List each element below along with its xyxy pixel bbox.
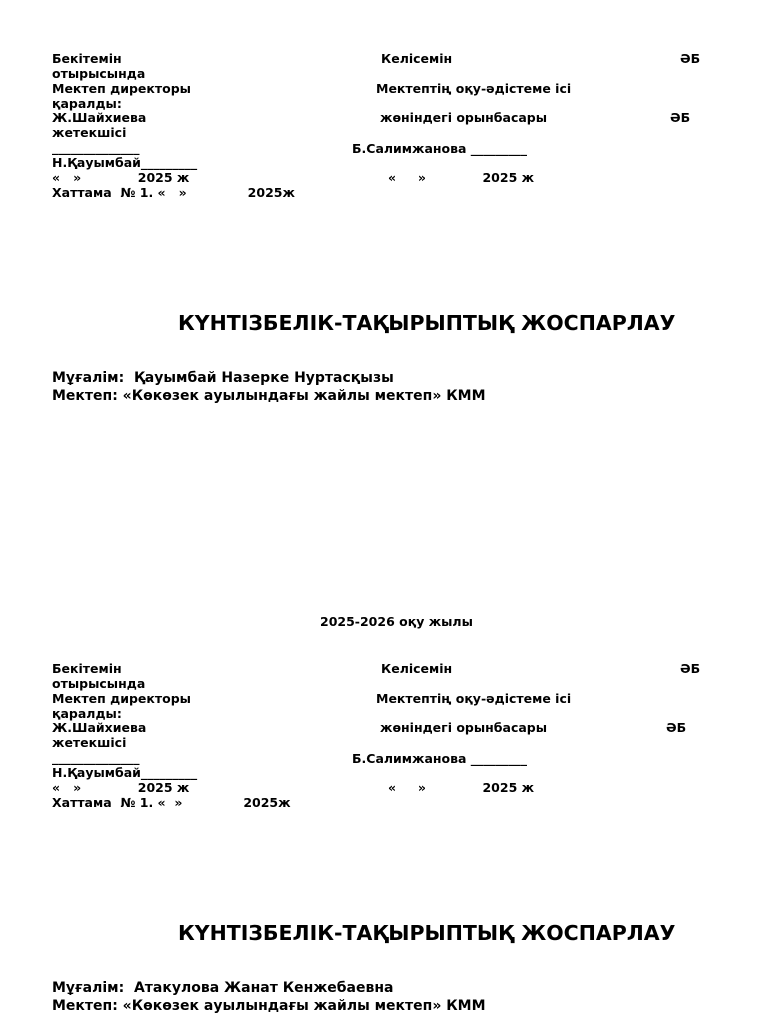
- vice-label: Мектептің оқу-әдістеме ісі: [376, 691, 572, 706]
- vice-label-2: жөніндегі орынбасары: [380, 110, 548, 125]
- approve-label: Бекітемін: [52, 661, 122, 676]
- mo-label-2: ӘБ: [666, 720, 687, 735]
- meeting-label: отырысында: [52, 676, 146, 691]
- mo-label: ӘБ: [680, 51, 701, 66]
- signature-line: ______________: [52, 140, 140, 155]
- academic-year: 2025-2026 оқу жылы: [320, 614, 473, 629]
- director-name: Ж.Шайхиева: [52, 720, 147, 735]
- meeting-label: отырысында: [52, 66, 146, 81]
- reviewed-label: қаралды:: [52, 706, 122, 721]
- date-left: « » 2025 ж: [52, 170, 190, 185]
- approve-label: Бекітемін: [52, 51, 122, 66]
- mo-label-2: ӘБ: [670, 110, 691, 125]
- date-right: « » 2025 ж: [388, 780, 535, 795]
- teacher-line: Мұғалім: Қауымбай Назерке Нуртасқызы: [52, 370, 394, 386]
- protocol-line: Хаттама № 1. « » 2025ж: [52, 185, 295, 200]
- agree-label: Келісемін: [381, 661, 453, 676]
- reviewed-label: қаралды:: [52, 96, 122, 111]
- vice-name: Б.Салимжанова _________: [352, 141, 528, 156]
- director-name: Ж.Шайхиева: [52, 110, 147, 125]
- head-label: жетекшісі: [52, 735, 127, 750]
- school-line: Мектеп: «Көкөзек ауылындағы жайлы мектеп» КММ: [52, 388, 486, 404]
- vice-name: Б.Салимжанова _________: [352, 751, 528, 766]
- director-label: Мектеп директоры: [52, 81, 191, 96]
- head-name: Н.Қауымбай_________: [52, 765, 198, 780]
- school-line: Мектеп: «Көкөзек ауылындағы жайлы мектеп» КММ: [52, 998, 486, 1014]
- date-right: « » 2025 ж: [388, 170, 535, 185]
- vice-label-2: жөніндегі орынбасары: [380, 720, 548, 735]
- head-label: жетекшісі: [52, 125, 127, 140]
- mo-label: ӘБ: [680, 661, 701, 676]
- director-label: Мектеп директоры: [52, 691, 191, 706]
- page-title: КҮНТІЗБЕЛІК-ТАҚЫРЫПТЫҚ ЖОСПАРЛАУ: [178, 311, 676, 335]
- teacher-line: Мұғалім: Атакулова Жанат Кенжебаевна: [52, 980, 394, 996]
- page-title: КҮНТІЗБЕЛІК-ТАҚЫРЫПТЫҚ ЖОСПАРЛАУ: [178, 921, 676, 945]
- signature-line: ______________: [52, 750, 140, 765]
- protocol-line: Хаттама № 1. « » 2025ж: [52, 795, 291, 810]
- date-left: « » 2025 ж: [52, 780, 190, 795]
- head-name: Н.Қауымбай_________: [52, 155, 198, 170]
- vice-label: Мектептің оқу-әдістеме ісі: [376, 81, 572, 96]
- agree-label: Келісемін: [381, 51, 453, 66]
